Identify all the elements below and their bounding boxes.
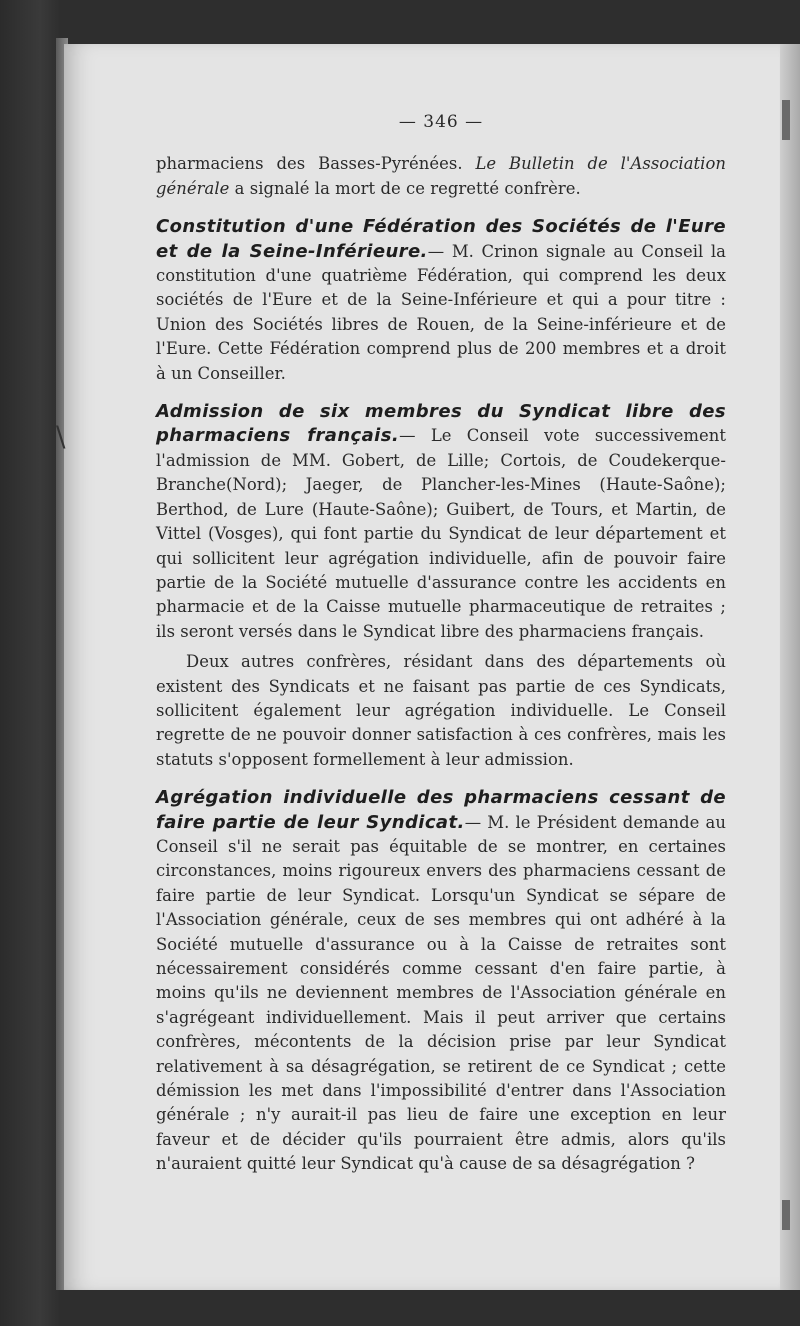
section-body: — M. Crinon signale au Conseil la constitution d'une quatrième Fédération, qui comprend les deux sociétés de l'Eure et de la Seine-Inférieure et qui a pour titre : Union des Sociétés libres de Rouen, de la Seine-inférieure et de l'Eure. Cette Fédération comprend plus de 200 membres et a droit à un Conseiller. <box>156 241 726 383</box>
section-body: — Le Conseil vote successivement l'admission de MM. Gobert, de Lille; Cortois, de Coudekerque-Branche(Nord); Jaeger, de Plancher-les-Mines (Haute-Saône); Berthod, de Lure (Haute-Saône); Guibert, de Tours, et Martin, de Vittel (Vosges), qui font partie du Syndicat de leur département et qui sollicitent leur agrégation individuelle, afin de pouvoir faire partie de la Société mutuelle d'assurance contre les accidents en pharmacie et de la Caisse mutuelle pharmaceutique de retraites ; ils seront versés dans le Syndicat libre des pharmaciens français. <box>156 426 726 641</box>
bulletin-title: Le Bulletin de l'Association générale <box>156 154 726 198</box>
section-heading: Admission de six membres du Syndicat libre des pharmaciens français. <box>156 401 726 447</box>
section-heading: Agrégation individuelle des pharmaciens cessant de faire partie de leur Syndicat. <box>156 787 726 833</box>
section-agregation <box>156 786 726 1177</box>
section-federation <box>156 215 726 386</box>
section-admission-continued: Deux autres confrères, résidant dans des départements où existent des Syndicats et ne faisant pas partie de ces Syndicats, sollicitent également leur agrégation individuelle. Le Conseil regrette de ne pouvoir donner satisfaction à ces confrères, mais les statuts s'opposent formellement à leur admission. <box>156 652 726 769</box>
page-number: — 346 — <box>398 112 484 132</box>
page-edge <box>780 44 800 1290</box>
page-edge-mark <box>782 100 790 140</box>
section-body: — M. le Président demande au Conseil s'il ne serait pas équitable de se montrer, en certaines circonstances, moins rigoureux envers des pharmaciens cessant de faire partie de leur Syndicat. Lorsqu'un Syndicat se sépare de l'Association générale, ceux de ses membres qui ont adhéré à la Société mutuelle d'assurance ou à la Caisse de retraites sont nécessairement considérés comme cessant d'en faire partie, à moins qu'ils ne deviennent membres de l'Association générale en s'agrégeant individuellement. Mais il peut arriver que certains confrères, mécontents de la décision prise par leur Syndicat relativement à sa désagrégation, se retirent de ce Syndicat ; cette démission les met dans l'impossibilité d'entrer dans l'Association générale ; n'y aurait-il pas lieu de faire une exception en leur faveur et de décider qu'ils pourraient être admis, alors qu'ils n'auraient quitté leur Syndicat qu'à cause de sa désagrégation ? <box>156 812 726 1174</box>
margin-pencil-mark: \ <box>56 420 66 453</box>
intro-paragraph <box>156 152 726 201</box>
page-edge-mark <box>782 1200 790 1230</box>
page-text <box>156 110 726 1191</box>
section-admission <box>156 400 726 644</box>
intro-text: pharmaciens des Basses-Pyrénées. <box>156 154 476 174</box>
intro-text-end: a signalé la mort de ce regretté confrère. <box>229 178 581 198</box>
section-heading: Constitution d'une Fédération des Sociétés de l'Eure et de la Seine-Inférieure. <box>156 216 726 262</box>
